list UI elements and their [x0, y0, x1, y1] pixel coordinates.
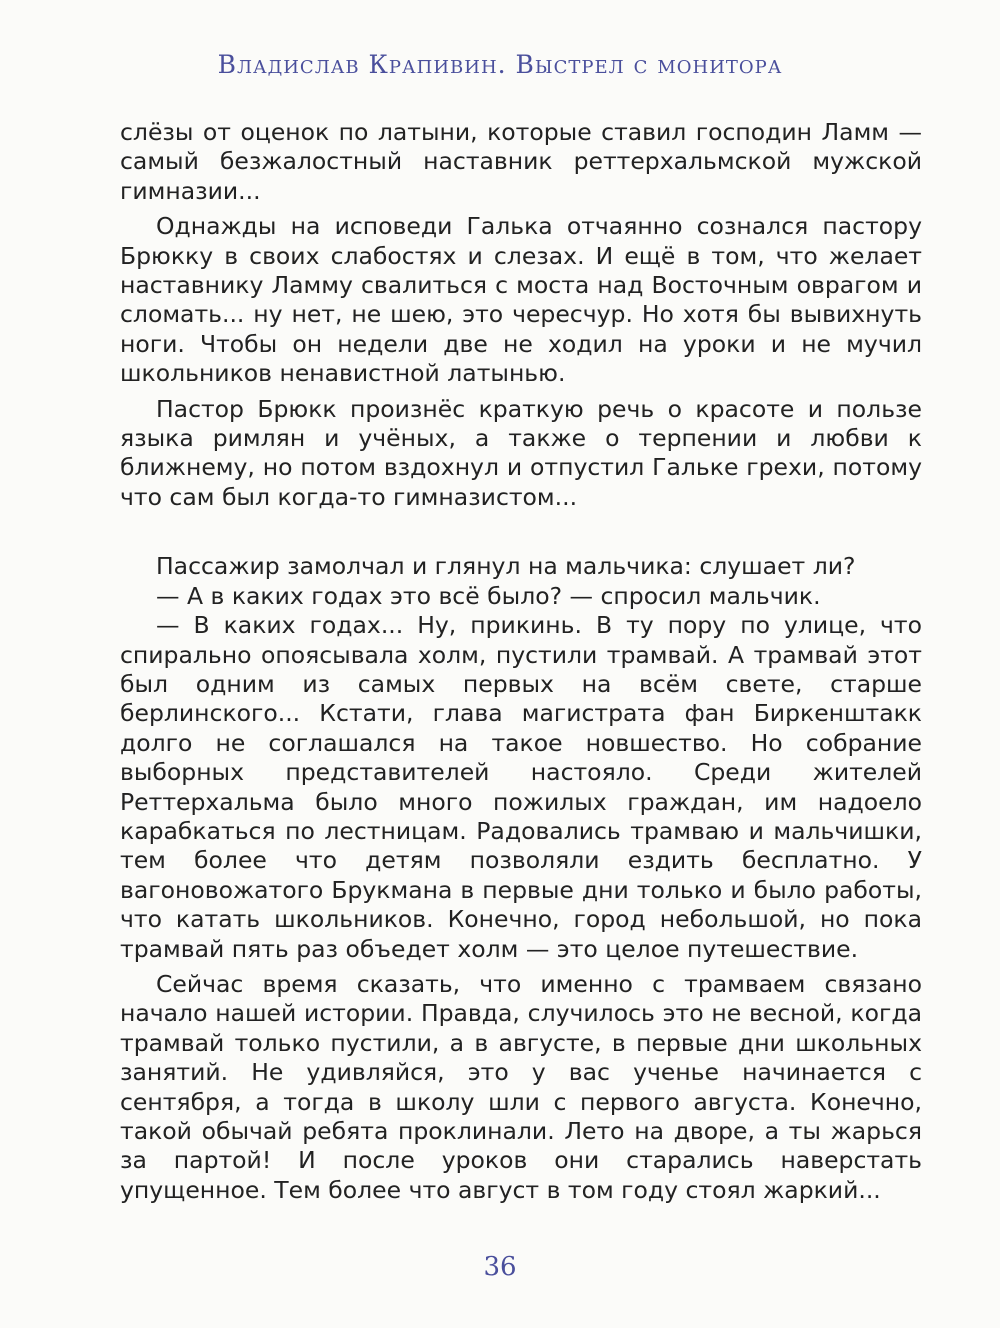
body-text: [120, 118, 922, 1205]
paragraph: Пастор Брюкк произнёс краткую речь о красоте и пользе языка римлян и учёных, а также о терпении и любви к ближнему, но потом вздохнул и отпустил Гальке грехи, потому что сам был когда-то гимназистом...: [120, 394, 922, 511]
paragraph-continuation: слёзы от оценок по латыни, которые ставил господин Ламм — самый безжалостный наставник реттерхальмской мужской гимназии...: [120, 118, 922, 205]
paragraph: Пассажир замолчал и глянул на мальчика: слушает ли?: [156, 552, 856, 581]
paragraph: Однажды на исповеди Галька отчаянно сознался пастору Брюкку в своих слабостях и слезах. И ещё в том, что желает наставнику Ламму свалиться с моста над Восточным оврагом и сломать... ну нет, не шею, это чересчур. Но хотя бы вывихнуть ноги. Чтобы он недели две не ходил на уроки и не мучил школьников ненавистной латынью.: [120, 212, 922, 388]
dialogue-line: — А в каких годах это всё было? — спросил мальчик.: [156, 581, 821, 610]
running-title: Владислав Крапивин. Выстрел с монитора: [217, 50, 783, 79]
paragraph: Сейчас время сказать, что именно с трамваем связано начало нашей истории. Правда, случилось это не весной, когда трамвай только пустили, а в августе, в первые дни школьных занятий. Не удивляйся, это у вас ученье начинается с сентября, а тогда в школу шли с первого августа. Конечно, такой обычай ребята проклинали. Лето на дворе, а ты жарься за партой! И после уроков они старались наверстать упущенное. Тем более что август в том году стоял жаркий...: [120, 969, 922, 1204]
page-number: 36: [483, 1252, 517, 1282]
dialogue-line: — В каких годах... Ну, прикинь. В ту пору по улице, что спирально опоясывала холм, пустили трамвай. А трамвай этот был одним из самых первых на всём свете, старше берлинского... Кстати, глава магистрата фан Биркенштакк долго не соглашался на такое новшество. Но собрание выборных представителей настояло. Среди жителей Реттерхальма было много пожилых граждан, им надоело карабкаться по лестницам. Радовались трамваю и мальчишки, тем более что детям позволяли ездить бесплатно. У вагоновожатого Брукмана в первые дни только и было работы, что катать школьников. Конечно, город небольшой, но пока трамвай пять раз объедет холм — это целое путешествие.: [120, 611, 922, 963]
